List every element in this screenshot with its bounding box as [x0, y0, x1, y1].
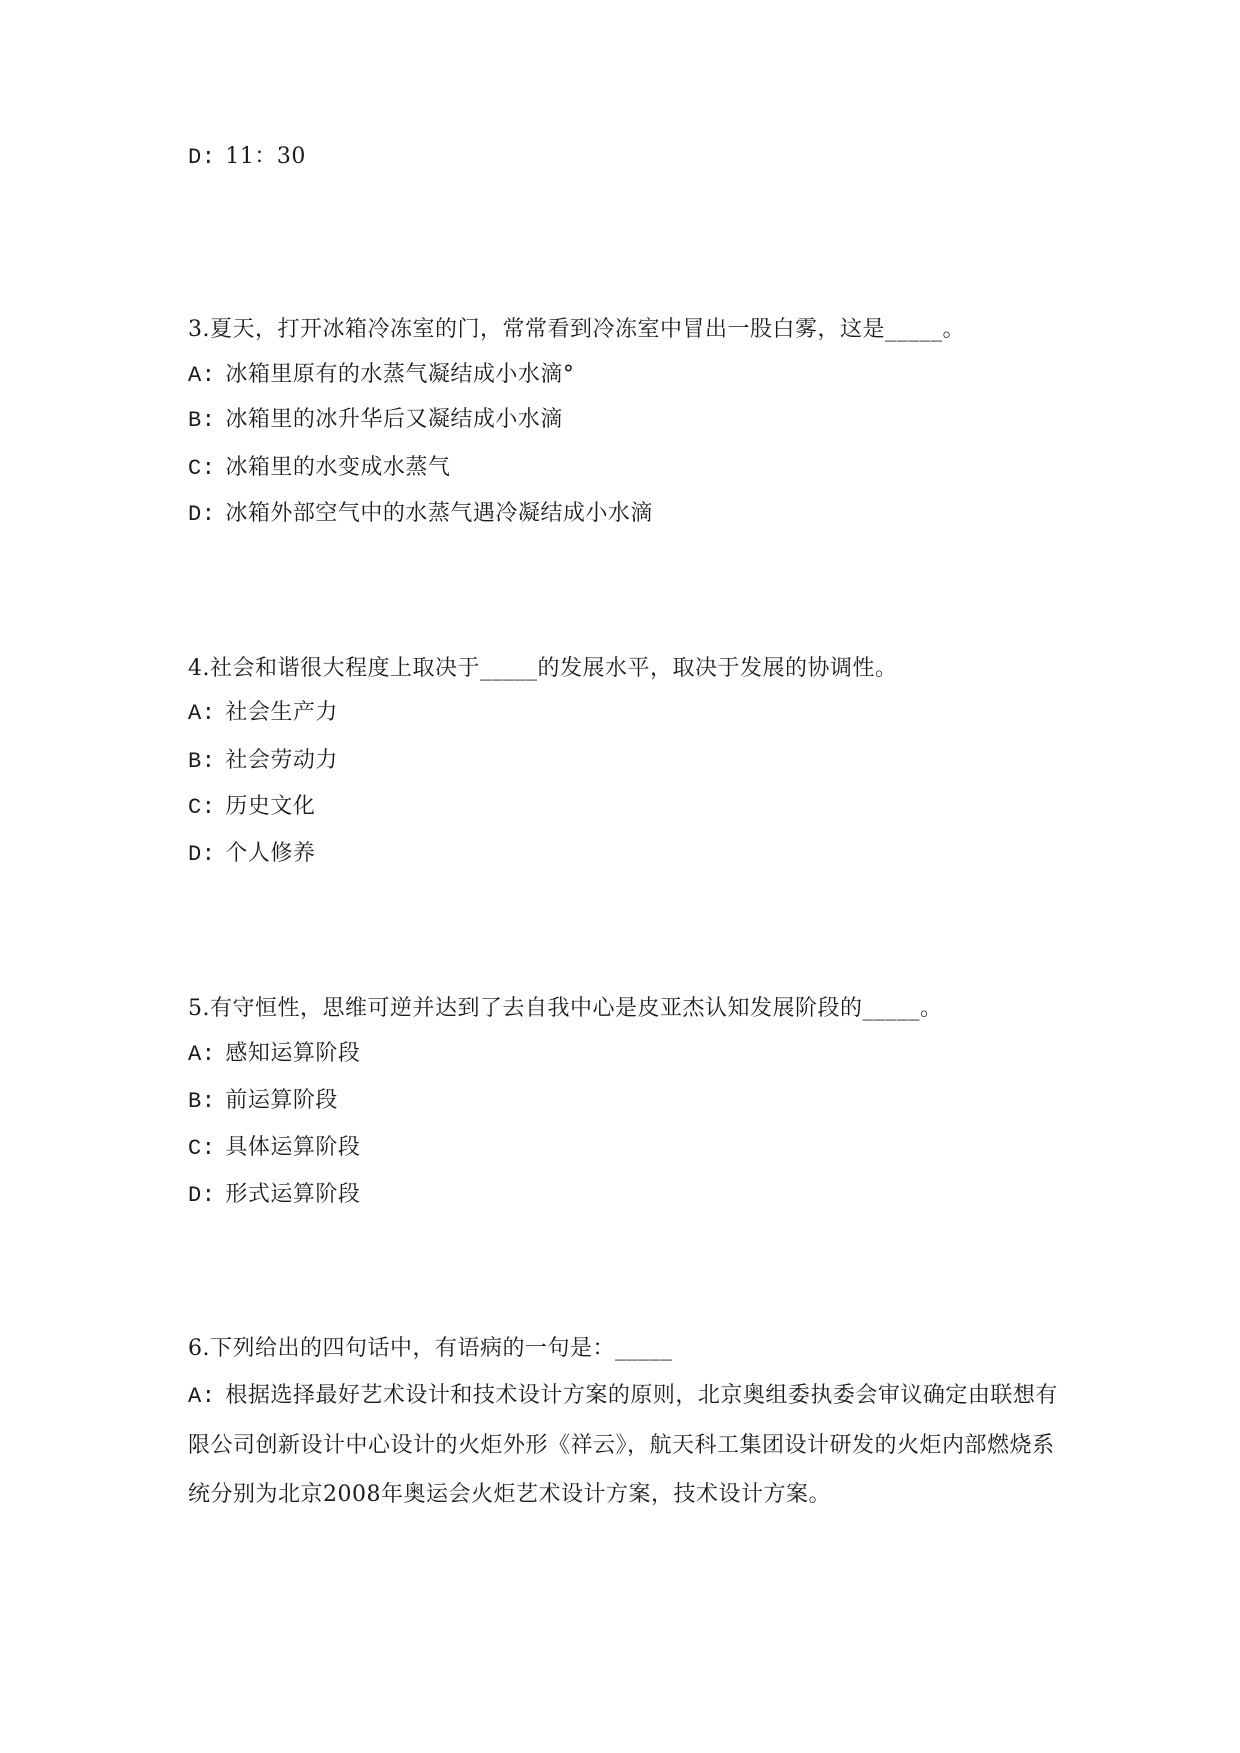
option-letter: A:	[188, 1042, 216, 1067]
option-letter: C:	[188, 456, 216, 481]
option-letter: A:	[188, 1384, 216, 1409]
option-letter: A:	[188, 363, 216, 388]
question-5-stem: 5.有守恒性，思维可逆并达到了去自我中心是皮亚杰认知发展阶段的_____。	[188, 996, 943, 1021]
question-4-stem: 4.社会和谐很大程度上取决于_____的发展水平，取决于发展的协调性。	[188, 656, 898, 681]
question-4-option-c	[188, 793, 315, 822]
option-text: 形式运算阶段	[225, 1182, 361, 1207]
question-6-stem: 6.下列给出的四句话中，有语病的一句是：_____	[188, 1336, 673, 1361]
option-text: 历史文化	[225, 794, 316, 819]
option-text: 根据选择最好艺术设计和技术设计方案的原则，北京奥组委执委会审议确定由联想有限公司创新设计中心设计的火炬外形《祥云》，航天科工集团设计研发的火炬内部燃烧系统分别为北京2008年奥运会火炬艺术设计方案，技术设计方案。	[188, 1383, 1058, 1507]
question-5-option-d	[188, 1181, 360, 1210]
question-3-option-b	[188, 406, 563, 435]
question-3-option-d	[188, 500, 653, 529]
question-4-option-b	[188, 747, 338, 776]
option-text: 具体运算阶段	[225, 1135, 361, 1160]
question-4-option-d	[188, 840, 315, 869]
option-text: 前运算阶段	[225, 1088, 338, 1113]
option-letter: D:	[188, 842, 216, 867]
option-text: 冰箱外部空气中的水蒸气遇冷凝结成小水滴	[225, 501, 653, 526]
question-5-option-b	[188, 1087, 338, 1116]
question-3-stem: 3.夏天，打开冰箱冷冻室的门，常常看到冷冻室中冒出一股白雾，这是_____。	[188, 317, 965, 342]
option-letter: C:	[188, 1136, 216, 1161]
option-text: 11：30	[225, 144, 306, 169]
option-letter: B:	[188, 749, 216, 774]
option-letter: C:	[188, 795, 216, 820]
question-5-option-a	[188, 1040, 360, 1069]
option-letter: B:	[188, 408, 216, 433]
question-3-option-c	[188, 454, 450, 483]
option-text: 社会劳动力	[225, 748, 338, 773]
option-text: 冰箱里的冰升华后又凝结成小水滴	[225, 407, 563, 432]
option-text: 感知运算阶段	[225, 1041, 361, 1066]
option-letter: D:	[188, 145, 216, 170]
option-letter: D:	[188, 1183, 216, 1208]
option-text: 冰箱里的水变成水蒸气	[225, 455, 451, 480]
option-text: 社会生产力	[225, 700, 338, 725]
question-4-option-a	[188, 699, 338, 728]
option-letter: B:	[188, 1089, 216, 1114]
option-d-prev	[188, 143, 306, 172]
option-text: 冰箱里原有的水蒸气凝结成小水滴°	[225, 362, 575, 387]
option-text: 个人修养	[225, 841, 316, 866]
option-letter: D:	[188, 502, 216, 527]
question-5-option-c	[188, 1134, 360, 1163]
question-3-option-a	[188, 361, 574, 390]
option-letter: A:	[188, 701, 216, 726]
question-6-option-a	[188, 1371, 1058, 1519]
